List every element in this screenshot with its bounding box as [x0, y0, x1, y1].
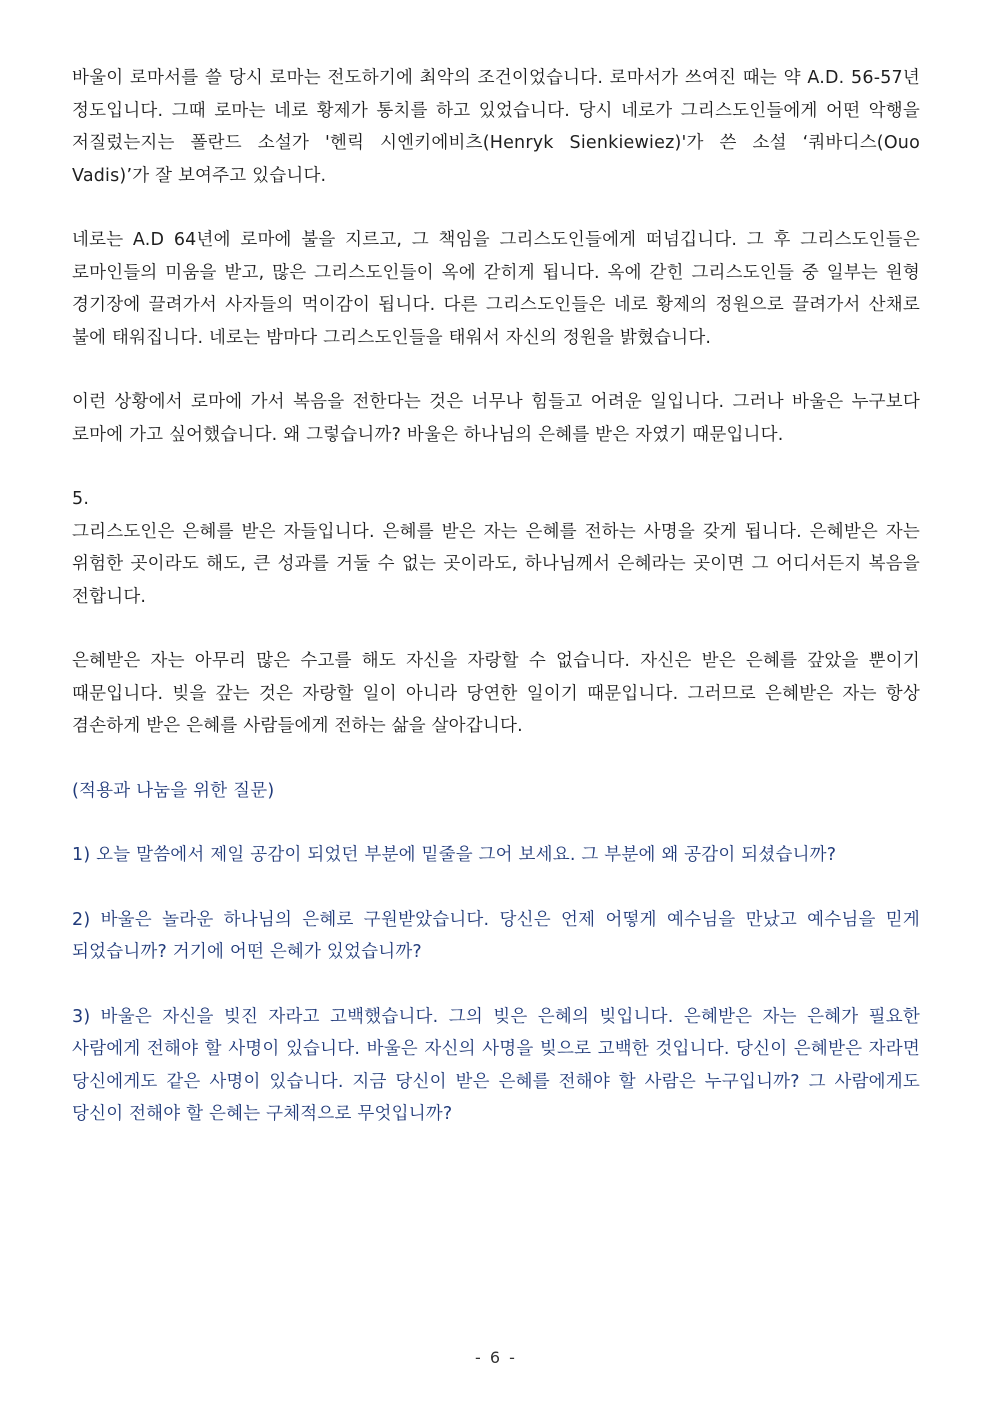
document-body — [72, 62, 920, 1163]
paragraph-humility: 은혜받은 자는 아무리 많은 수고를 해도 자신을 자랑할 수 없습니다. 자신은 받은 은혜를 갚았을 뿐이기 때문입니다. 빚을 갚는 것은 자랑할 일이 아니라 당연한 일이기 때문입니다. 그러므로 은혜받은 자는 항상 겸손하게 받은 은혜를 사람들에게 전하는 삶을 살아갑니다. — [72, 651, 920, 736]
paragraph-nero-fire: 네로는 A.D 64년에 로마에 불을 지르고, 그 책임을 그리스도인들에게 떠넘깁니다. 그 후 그리스도인들은 로마인들의 미움을 받고, 많은 그리스도인들이 옥에 갇히게 됩니다. 옥에 갇힌 그리스도인들 중 일부는 원형 경기장에 끌려가서 사자들의 먹이감이 됩니다. 다른 그리스도인들은 네로 황제의 정원으로 끌려가서 산채로 불에 태워집니다. 네로는 밤마다 그리스도인들을 태워서 자신의 정원을 밝혔습니다. — [72, 230, 920, 348]
paragraph-rome-conditions: 바울이 로마서를 쓸 당시 로마는 전도하기에 최악의 조건이었습니다. 로마서가 쓰여진 때는 약 A.D. 56-57년 정도입니다. 그때 로마는 네로 황제가 통치를 하고 있었습니다. 당시 네로가 그리스도인들에게 어떤 악행을 저질렀는지는 폴란드 소설가 '헨릭 시엔키에비츠(Henryk Sienkiewiez)'가 쓴 소설 ‘쿼바디스(Ouo Vadis)’가 잘 보여주고 있습니다. — [72, 68, 920, 186]
paragraph-paul-desire: 이런 상황에서 로마에 가서 복음을 전한다는 것은 너무나 힘들고 어려운 일입니다. 그러나 바울은 누구보다 로마에 가고 싶어했습니다. 왜 그렇습니까? 바울은 하나님의 은혜를 받은 자였기 때문입니다. — [72, 392, 920, 445]
paragraph-grace-mission: 그리스도인은 은혜를 받은 자들입니다. 은혜를 받은 자는 은혜를 전하는 사명을 갖게 됩니다. 은혜받은 자는 위험한 곳이라도 해도, 큰 성과를 거둘 수 없는 곳이라도, 하나님께서 은혜라는 곳이면 그 어디서든지 복음을 전합니다. — [72, 521, 920, 607]
questions-heading: (적용과 나눔을 위한 질문) — [72, 780, 275, 801]
section-number: 5. — [72, 489, 90, 509]
page-number: - 6 - — [475, 1348, 517, 1367]
question-3: 3) 바울은 자신을 빚진 자라고 고백했습니다. 그의 빚은 은혜의 빚입니다. 은혜받은 자는 은혜가 필요한 사람에게 전해야 할 사명이 있습니다. 바울은 자신의 사명을 빚으로 고백한 것입니다. 당신이 은혜받은 자라면 당신에게도 같은 사명이 있습니다. 지금 당신이 받은 은혜를 전해야 할 사람은 누구입니까? 그 사람에게도 당신이 전해야 할 은혜는 구체적으로 무엇입니까? — [72, 1006, 920, 1124]
question-1: 1) 오늘 말씀에서 제일 공감이 되었던 부분에 밑줄을 그어 보세요. 그 부분에 왜 공감이 되셨습니까? — [72, 845, 837, 865]
question-2: 2) 바울은 놀라운 하나님의 은혜로 구원받았습니다. 당신은 언제 어떻게 예수님을 만났고 예수님을 믿게 되었습니까? 거기에 어떤 은혜가 있었습니까? — [72, 909, 920, 962]
